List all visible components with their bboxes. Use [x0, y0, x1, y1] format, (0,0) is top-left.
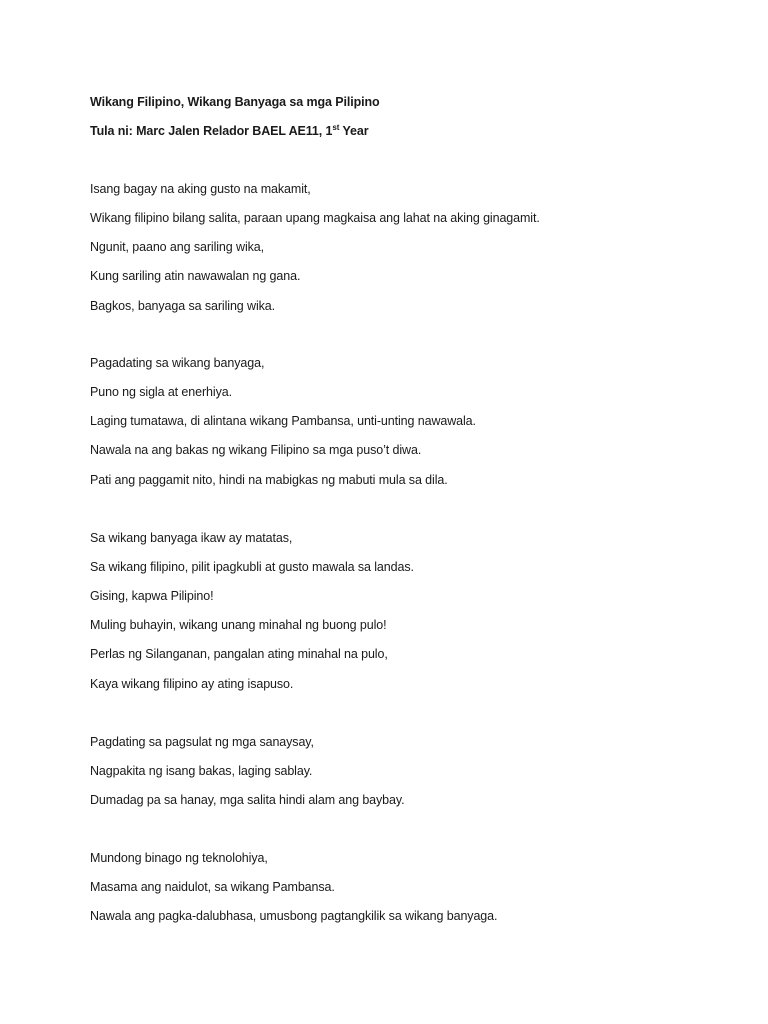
stanza-3-line-3: Gising, kapwa Pilipino! — [90, 589, 214, 603]
poem-title: Wikang Filipino, Wikang Banyaga sa mga Pilipino — [90, 95, 380, 109]
stanza-1-line-1: Isang bagay na aking gusto na makamit, — [90, 182, 311, 196]
byline-year: Year — [339, 124, 369, 138]
stanza-5-line-2: Masama ang naidulot, sa wikang Pambansa. — [90, 880, 335, 894]
stanza-3-line-1: Sa wikang banyaga ikaw ay matatas, — [90, 531, 293, 545]
byline-author: Tula ni: Marc Jalen Relador BAEL AE11, 1 — [90, 124, 333, 138]
byline-ordinal: st — [332, 122, 340, 132]
stanza-4-line-2: Nagpakita ng isang bakas, laging sablay. — [90, 764, 313, 778]
stanza-5-line-3: Nawala ang pagka-dalubhasa, umusbong pagtangkilik sa wikang banyaga. — [90, 909, 498, 923]
stanza-2-line-4: Nawala na ang bakas ng wikang Filipino sa mga puso’t diwa. — [90, 443, 422, 457]
stanza-4-line-1: Pagdating sa pagsulat ng mga sanaysay, — [90, 735, 314, 749]
stanza-1-line-5: Bagkos, banyaga sa sariling wika. — [90, 299, 275, 313]
stanza-2-line-1: Pagadating sa wikang banyaga, — [90, 356, 265, 370]
stanza-3-line-6: Kaya wikang filipino ay ating isapuso. — [90, 677, 294, 691]
stanza-3-line-2: Sa wikang filipino, pilit ipagkubli at gusto mawala sa landas. — [90, 560, 414, 574]
stanza-3-line-5: Perlas ng Silanganan, pangalan ating minahal na pulo, — [90, 647, 388, 661]
stanza-2-line-3: Laging tumatawa, di alintana wikang Pambansa, unti-unting nawawala. — [90, 414, 476, 428]
stanza-1-line-3: Ngunit, paano ang sariling wika, — [90, 240, 264, 254]
stanza-2-line-2: Puno ng sigla at enerhiya. — [90, 385, 232, 399]
stanza-4-line-3: Dumadag pa sa hanay, mga salita hindi alam ang baybay. — [90, 793, 405, 807]
stanza-3-line-4: Muling buhayin, wikang unang minahal ng buong pulo! — [90, 618, 387, 632]
stanza-5-line-1: Mundong binago ng teknolohiya, — [90, 851, 268, 865]
stanza-1-line-4: Kung sariling atin nawawalan ng gana. — [90, 269, 301, 283]
poem-byline — [90, 123, 368, 139]
stanza-2-line-5: Pati ang paggamit nito, hindi na mabigkas ng mabuti mula sa dila. — [90, 473, 448, 487]
stanza-1-line-2: Wikang filipino bilang salita, paraan upang magkaisa ang lahat na aking ginagamit. — [90, 211, 540, 225]
